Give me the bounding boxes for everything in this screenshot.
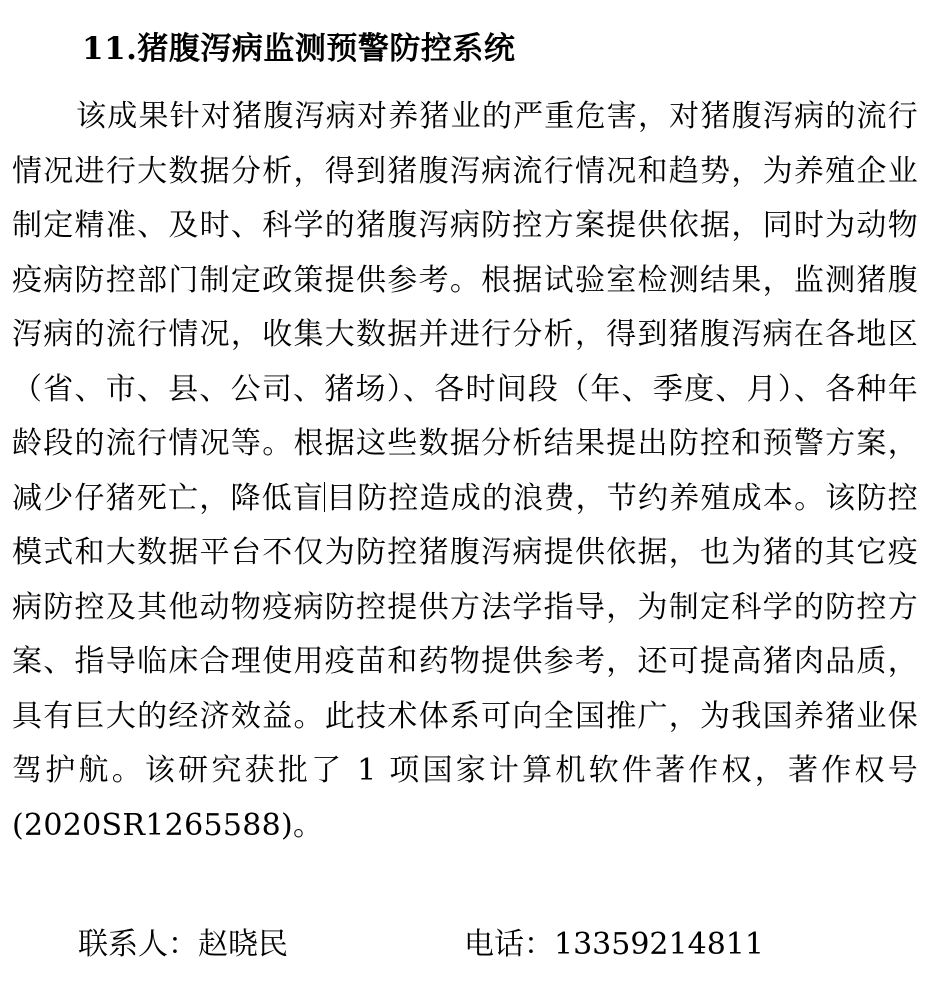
contact-person-name: 赵晓民	[198, 927, 288, 962]
section-title: 11.猪腹泻病监测预警防控系统	[82, 31, 516, 67]
contact-person-label: 联系人：	[78, 927, 198, 962]
body-text-part1: 该成果针对猪腹泻病对养猪业的严重危害，对猪腹泻病的流行情况进行大数据分析，得到猪腹泻病流行情况和趋势，为养殖企业制定精准、及时、科学的猪腹泻病防控方案提供依据，同时为动物疫病防控部门制定政策提供参考。根据试验室检测结果，监测猪腹泻病的流行情况，收集大数据并进行分析，得到猪腹泻病在各地区（省、市、县、公司、猪场）、各时间段（年、季度、月）、各种年龄段的流行情况等。根据这些数据分析结果提出防控和预警方案，减少仔猪死亡，降低盲	[12, 99, 918, 516]
contact-phone	[464, 918, 764, 972]
contact-person	[78, 918, 288, 972]
contact-phone-label: 电话：	[464, 927, 554, 962]
body-paragraph	[12, 90, 918, 853]
body-text-part2: 目防控造成的浪费，节约养殖成本。该防控模式和大数据平台不仅为防控猪腹泻病提供依据，也为猪的其它疫病防控及其他动物疫病防控提供方法学指导，为制定科学的防控方案、指导临床合理使用疫苗和药物提供参考，还可提高猪肉品质，具有巨大的经济效益。此技术体系可向全国推广，为我国养猪业保驾护航。该研究获批了 1 项国家计算机软件著作权，著作权号(2020SR1265588)。	[12, 480, 919, 843]
contact-phone-number: 13359214811	[554, 927, 764, 962]
